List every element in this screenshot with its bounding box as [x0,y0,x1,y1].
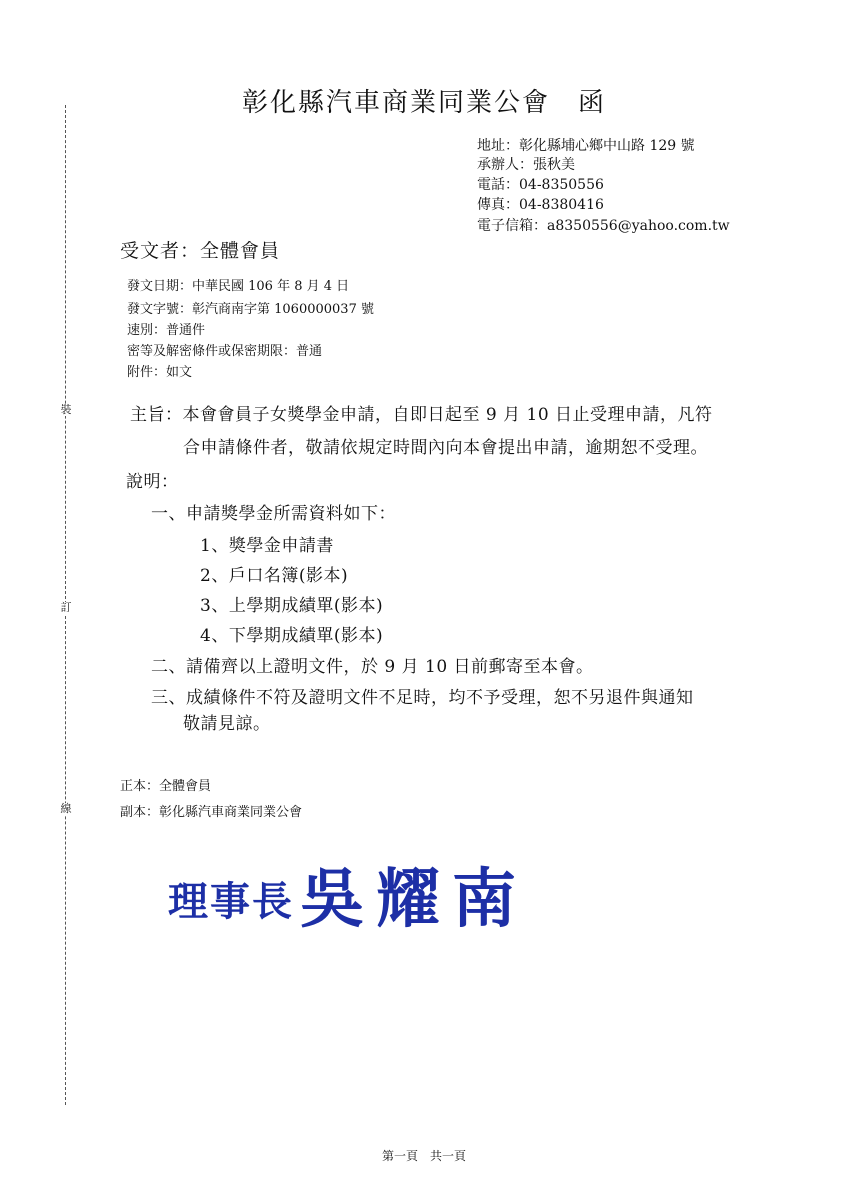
binding-mark-ding: 訂 [60,601,72,614]
original-recipient: 正本：全體會員 [120,779,212,794]
attachment: 附件：如文 [127,365,193,380]
explanation-item-3-line-2: 敬請見諒。 [183,714,271,734]
required-doc-item: 1、獎學金申請書 [200,536,334,556]
binding-mark-zhuang: 裝 [60,403,72,416]
contact-address: 地址：彰化縣埔心鄉中山路 129 號 [477,138,695,154]
document-number: 發文字號：彰汽商南字第 1060000037 號 [127,302,374,317]
explanation-heading: 說明： [126,472,179,492]
document-title: 彰化縣汽車商業同業公會 函 [241,88,606,118]
explanation-item-3-line-1: 三、成績條件不符及證明文件不足時，均不予受理，恕不另退件與通知 [151,688,694,708]
seal-title: 理事長 [168,878,294,925]
delivery-speed: 速別：普通件 [127,323,206,338]
explanation-item-2: 二、請備齊以上證明文件，於 9 月 10 日前郵寄至本會。 [151,657,594,677]
contact-email: 電子信箱：a8350556@yahoo.com.tw [477,218,730,234]
recipient: 受文者：全體會員 [120,240,281,262]
seal-name: 吳耀南 [300,862,528,937]
required-doc-item: 2、戶口名簿(影本) [200,566,349,586]
subject-line-1: 主旨：本會會員子女獎學金申請，自即日起至 9 月 10 日止受理申請，凡符 [130,405,713,425]
required-doc-item: 4、下學期成績單(影本) [200,626,384,646]
contact-phone: 電話：04-8350556 [477,177,604,193]
contact-handler: 承辦人：張秋美 [477,157,575,173]
contact-fax: 傳真：04-8380416 [477,197,604,213]
page-footer: 第一頁 共一頁 [381,1149,466,1163]
secrecy-level: 密等及解密條件或保密期限：普通 [127,344,323,359]
subject-line-2: 合申請條件者，敬請依規定時間內向本會提出申請，逾期恕不受理。 [183,438,708,458]
issue-date: 發文日期：中華民國 106 年 8 月 4 日 [127,279,350,294]
explanation-item-1: 一、申請獎學金所需資料如下： [151,504,396,524]
required-doc-item: 3、上學期成績單(影本) [200,596,384,616]
binding-mark-xian: 線 [60,802,72,815]
chairman-seal-stamp [168,848,528,940]
copy-recipient: 副本：彰化縣汽車商業同業公會 [120,805,303,820]
